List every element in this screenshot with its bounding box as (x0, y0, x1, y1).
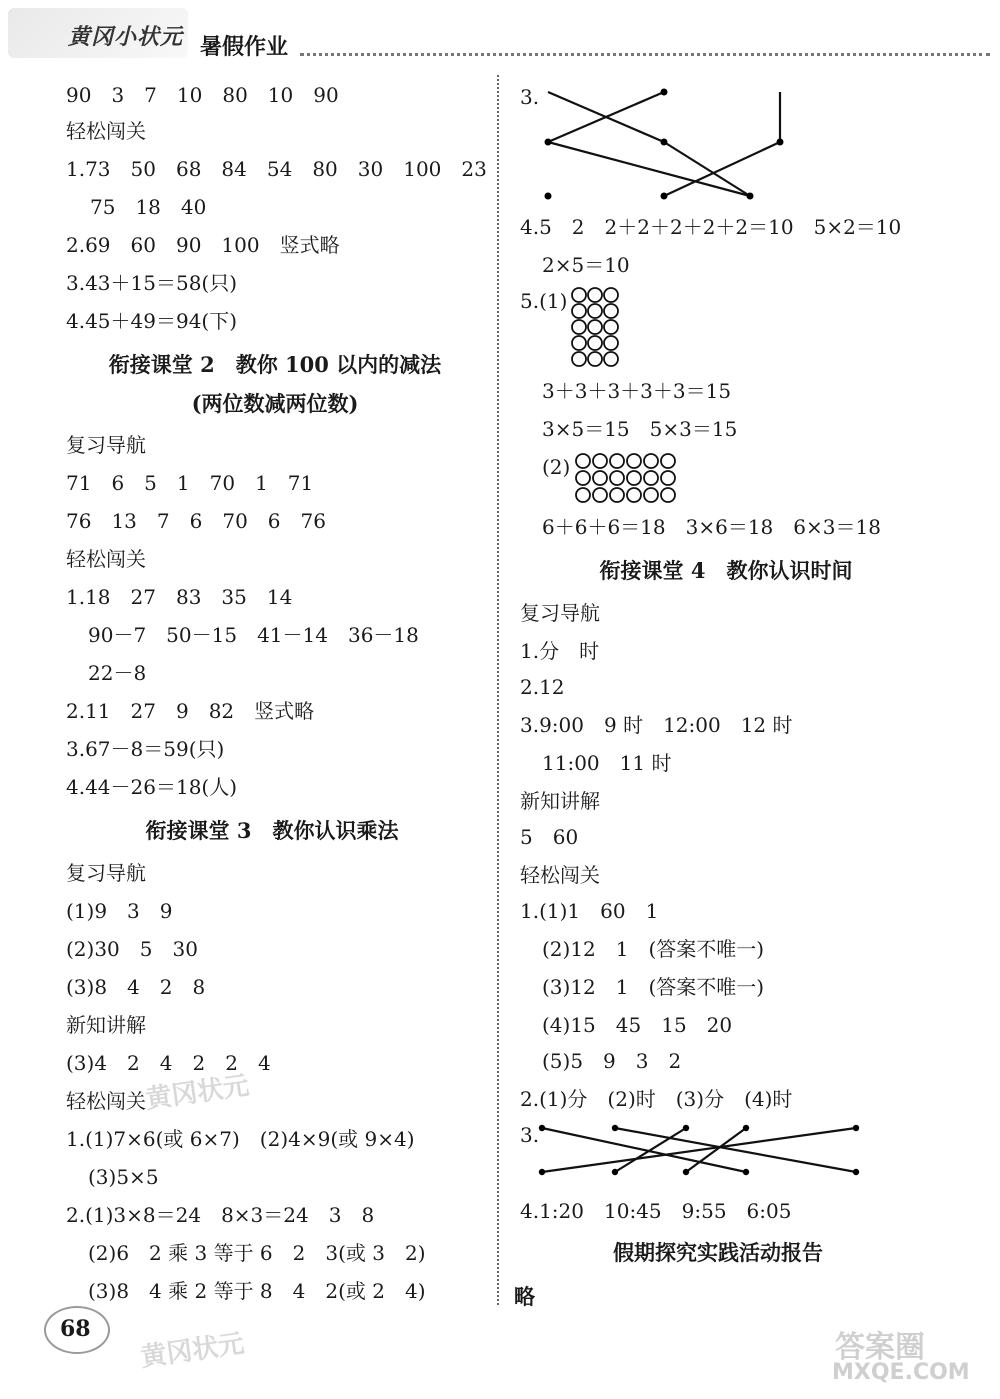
array-circle (588, 304, 602, 318)
answer-line: 75 18 40 (90, 195, 207, 219)
match-dot (545, 139, 552, 146)
circle-array-3x6 (574, 452, 694, 502)
match-line (664, 142, 750, 196)
answer-line: (2)30 5 30 (66, 937, 198, 961)
array-circle (572, 352, 586, 366)
faint-stamp: 黄冈状元 (138, 1328, 246, 1374)
array-circle (593, 454, 607, 468)
watermark-brand: 答案圈 (835, 1330, 925, 1365)
match-dot (683, 1169, 689, 1175)
answer-line: 2.11 27 9 82 竖式略 (66, 699, 315, 723)
answer-line: 2.69 60 90 100 竖式略 (66, 233, 340, 257)
answer-line: 3＋3＋3＋3＋3＝15 (542, 379, 732, 403)
lesson-title: 衔接课堂 3 教你认识乘法 (145, 818, 399, 843)
section-heading: 新知讲解 (66, 1013, 146, 1037)
match-dot (743, 1169, 749, 1175)
answer-line: 4.45＋49＝94(下) (66, 309, 238, 333)
array-circle (588, 336, 602, 350)
match-dot (853, 1169, 859, 1175)
section-heading: 轻松闯关 (66, 547, 146, 571)
section-heading: 复习导航 (66, 433, 146, 457)
answer-line: 4.5 2 2＋2＋2＋2＋2＝10 5×2＝10 (520, 215, 902, 239)
match-dot (539, 1169, 545, 1175)
array-circle (644, 488, 658, 502)
answer-line: 3.67－8＝59(只) (66, 737, 225, 761)
answer-line: 1.(1)1 60 1 (520, 899, 659, 923)
lesson-title: 假期探究实践活动报告 (613, 1240, 823, 1265)
match-dot (777, 139, 784, 146)
match-dot (612, 1125, 618, 1131)
array-circle (610, 454, 624, 468)
answer-line: (4)15 45 15 20 (542, 1013, 733, 1037)
match-dot (661, 193, 668, 200)
match-dot (539, 1125, 545, 1131)
answer-line: (3)12 1 (答案不唯一) (542, 975, 765, 999)
answer-line: 2×5＝10 (542, 253, 630, 277)
match-line (542, 1128, 856, 1172)
answer-line: 2.(1)3×8＝24 8×3＝24 3 8 (66, 1203, 375, 1227)
answer-line: 3.43＋15＝58(只) (66, 271, 238, 295)
array-circle (588, 352, 602, 366)
array-circle (572, 320, 586, 334)
answer-line: 5.(1) (520, 289, 568, 313)
array-circle (593, 488, 607, 502)
answer-line: (3)8 4 2 8 (66, 975, 206, 999)
answer-line: 22－8 (88, 661, 147, 685)
section-heading: 新知讲解 (520, 789, 600, 813)
answer-line: 90－7 50－15 41－14 36－18 (88, 623, 419, 647)
array-circle (610, 471, 624, 485)
match-dot (743, 1125, 749, 1131)
lesson-title: 衔接课堂 2 教你 100 以内的减法 (108, 352, 442, 377)
array-circle (576, 488, 590, 502)
array-circle (593, 471, 607, 485)
answer-line: (2)6 2 乘 3 等于 6 2 3(或 3 2) (88, 1241, 426, 1265)
matching-lines-figure-1 (500, 0, 1000, 220)
section-heading: 复习导航 (66, 861, 146, 885)
lesson-subtitle: (两位数减两位数) (191, 391, 359, 416)
answer-line: (3)4 2 4 2 2 4 (66, 1051, 271, 1075)
array-circle (661, 454, 675, 468)
answer-line: 76 13 7 6 70 6 76 (66, 509, 326, 533)
circle-array-5x3 (570, 286, 634, 368)
answer-line: 4.44－26＝18(人) (66, 775, 238, 799)
answer-line: (2)12 1 (答案不唯一) (542, 937, 765, 961)
array-circle (604, 304, 618, 318)
answer-line: 1.18 27 83 35 14 (66, 585, 293, 609)
array-circle (604, 288, 618, 302)
match-dot (661, 139, 668, 146)
answer-line: 略 (514, 1284, 535, 1309)
array-circle (610, 488, 624, 502)
watermark-url: MXQE.COM (832, 1360, 970, 1385)
array-circle (572, 304, 586, 318)
answer-line: 71 6 5 1 70 1 71 (66, 471, 314, 495)
book-title: 暑假作业 (200, 35, 289, 60)
match-dot (545, 193, 552, 200)
page-number: 68 (60, 1316, 91, 1342)
lesson-title: 衔接课堂 4 教你认识时间 (599, 558, 853, 583)
answer-line: 6＋6＋6＝18 3×6＝18 6×3＝18 (542, 515, 881, 539)
array-circle (627, 454, 641, 468)
array-circle (588, 320, 602, 334)
answer-line: (2) (542, 455, 571, 479)
series-logo-text: 黄冈小状元 (68, 24, 184, 50)
faint-stamp: 黄冈状元 (143, 1070, 251, 1116)
answer-line: 1.分 时 (520, 639, 600, 663)
answer-line: (5)5 9 3 2 (542, 1049, 682, 1073)
answer-line: 2.(1)分 (2)时 (3)分 (4)时 (520, 1087, 793, 1111)
answer-line: 1.(1)7×6(或 6×7) (2)4×9(或 9×4) (66, 1127, 415, 1151)
array-circle (604, 320, 618, 334)
array-circle (576, 454, 590, 468)
answer-line: (1)9 3 9 (66, 899, 173, 923)
answer-line: 3. (520, 1123, 540, 1147)
answer-line: 3.9:00 9 时 12:00 12 时 (520, 713, 793, 737)
matching-lines-figure-2 (500, 1110, 1000, 1190)
array-circle (604, 336, 618, 350)
column-divider (497, 75, 499, 1305)
array-circle (644, 471, 658, 485)
answer-line: 5 60 (520, 825, 579, 849)
array-circle (572, 288, 586, 302)
match-dot (683, 1125, 689, 1131)
section-heading: 复习导航 (520, 601, 600, 625)
answer-line: 3×5＝15 5×3＝15 (542, 417, 738, 441)
section-heading: 轻松闯关 (520, 863, 600, 887)
answer-line: (3)8 4 乘 2 等于 8 4 2(或 2 4) (88, 1279, 426, 1303)
array-circle (644, 454, 658, 468)
answer-line: (3)5×5 (88, 1165, 159, 1189)
section-heading: 轻松闯关 (66, 119, 146, 143)
match-dot (612, 1169, 618, 1175)
answer-line: 2.12 (520, 675, 565, 699)
array-circle (572, 336, 586, 350)
section-heading: 轻松闯关 (66, 1089, 146, 1113)
array-circle (604, 352, 618, 366)
answer-line: 11:00 11 时 (542, 751, 672, 775)
array-circle (661, 471, 675, 485)
answer-line: 3. (520, 85, 540, 109)
array-circle (627, 471, 641, 485)
match-dot (661, 89, 668, 96)
match-dot (747, 193, 754, 200)
answer-line: 4.1:20 10:45 9:55 6:05 (520, 1199, 792, 1223)
answer-line: 90 3 7 10 80 10 90 (66, 83, 339, 107)
array-circle (588, 288, 602, 302)
array-circle (661, 488, 675, 502)
array-circle (576, 471, 590, 485)
array-circle (627, 488, 641, 502)
match-dot (853, 1125, 859, 1131)
answer-line: 1.73 50 68 84 54 80 30 100 23 (66, 157, 487, 181)
